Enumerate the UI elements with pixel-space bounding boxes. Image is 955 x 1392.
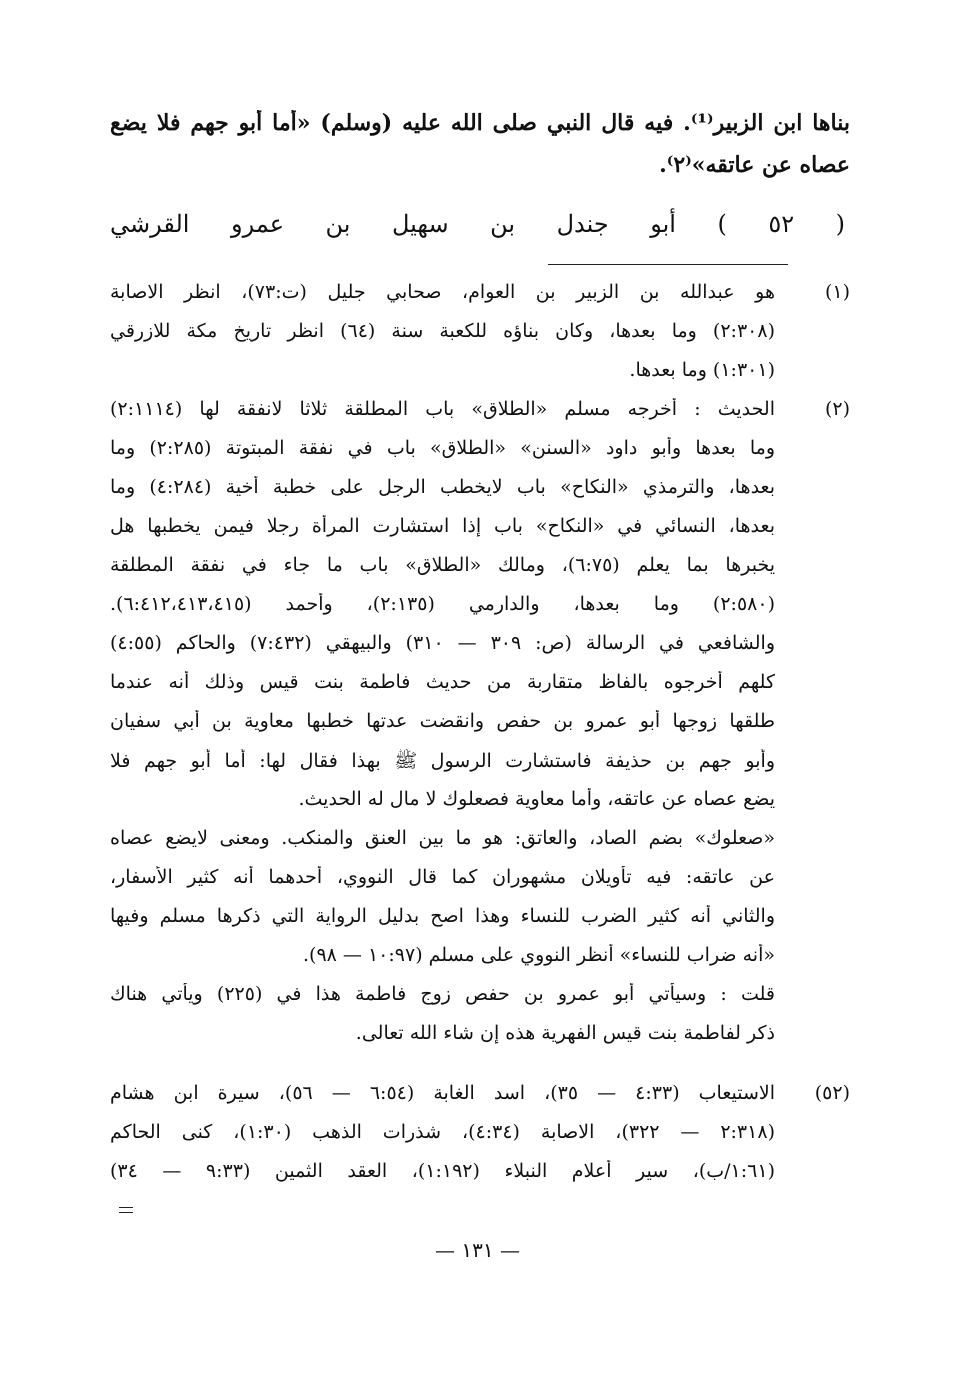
footnote-2-line: وأبو جهم بن حذيفة فاستشارت الرسول ﷺ بهذا فقال لها: أما أبو جهم فلا: [110, 750, 775, 772]
footnote-2-line: «صعلوك» بضم الصاد، والعاتق: هو ما بين العنق والمنكب. ومعنى لايضع عصاه: [110, 827, 775, 849]
footnote-52-line: (١:٦١/ب)، سير أعلام النبلاء (١:١٩٢)، العقد الثمين (٩:٣٣ — ٣٤): [110, 1160, 775, 1182]
footnote-2-line: عن عاتقه: فيه تأويلان مشهوران كما قال النووي، أحدهما أنه كثير الأسفار،: [110, 866, 775, 888]
footnote-2-line: يخبرها بما يعلم (٦:٧٥)، ومالك «الطلاق» باب ما جاء في نفقة المطلقة: [110, 554, 775, 576]
footnote-52-line: (٢:٣١٨ — ٣٢٢)، الاصابة (٤:٣٤)، شذرات الذهب (١:٣٠)، كنى الحاكم: [110, 1121, 775, 1143]
footnote-2-line: طلقها زوجها أبو عمرو بن حفص وانقضت عدتها خطبها معاوية بن أبي سفيان: [110, 710, 775, 732]
footnote-52-marker: (٥٢): [814, 1082, 850, 1104]
footnote-1-line: هو عبدالله بن الزبير بن العوام، صحابي جليل (ت:٧٣)، انظر الاصابة: [110, 281, 775, 303]
footnote-2-line: والثاني أنه كثير الضرب للنساء وهذا اصح بدليل الرواية التي ذكرها مسلم وفيها: [110, 905, 775, 927]
footnote-separator: [548, 264, 788, 265]
footnote-2-line: الحديث : أخرجه مسلم «الطلاق» باب المطلقة ثلاثا لانفقة لها (٢:١١١٤): [110, 398, 775, 420]
footnote-2-line: يضع عصاه عن عاتقه، وأما معاوية فصعلوك لا مال له الحديث.: [298, 788, 775, 810]
footnote-2-line: «أنه ضراب للنساء» أنظر النووي على مسلم (١٠:٩٧ — ٩٨).: [303, 944, 775, 966]
footnote-2-line: بعدها، النسائي في «النكاح» باب إذا استشارت المرأة رجلا فيمن يخطبها هل: [110, 515, 775, 537]
footnote-2-line: وما بعدها وأبو داود «السنن» «الطلاق» باب في نفقة المبتوتة (٢:٢٨٥) وما: [110, 437, 775, 459]
footnote-2-line: والشافعي في الرسالة (ص: ٣٠٩ — ٣١٠) والبيهقي (٧:٤٣٢) والحاكم (٤:٥٥): [110, 632, 775, 654]
main-text-line-1: بناها ابن الزبير⁽¹⁾. فيه قال النبي صلى الله عليه (وسلم) «أما أبو جهم فلا يضع: [110, 110, 850, 136]
footnote-2-line: كلهم أخرجوه بالفاظ متقاربة من حديث فاطمة بنت قيس وذلك أنه عندما: [110, 671, 775, 693]
footnote-2-line: (٢:٥٨٠) وما بعدها، والدارمي (٢:١٣٥)، وأحمد (٦:٤١٢،٤١٣،٤١٥).: [110, 593, 775, 615]
footnote-2-line: قلت : وسيأتي أبو عمرو بن حفص زوج فاطمة هذا في (٢٢٥) ويأتي هناك: [110, 983, 775, 1005]
footnote-52-line: الاستيعاب (٤:٣٣ — ٣٥)، اسد الغابة (٦:٥٤ — ٥٦)، سيرة ابن هشام: [110, 1082, 775, 1104]
footnote-2-line: بعدها، والترمذي «النكاح» باب لايخطب الرجل على خطبة أخية (٤:٢٨٤) وما: [110, 476, 775, 498]
page-number: — ١٣١ —: [435, 1238, 520, 1262]
footnote-2-line: ذكر لفاطمة بنت قيس الفهرية هذه إن شاء الله تعالى.: [355, 1022, 775, 1044]
footnote-1-marker: (١): [824, 281, 850, 303]
footnote-1-line: (١:٣٠١) وما بعدها.: [629, 359, 775, 381]
footnote-1-line: (٢:٣٠٨) وما بعدها، وكان بناؤه للكعبة سنة (٦٤) انظر تاريخ مكة للازرقي: [110, 320, 775, 342]
main-text-line-2: عصاه عن عاتقه»⁽٢⁾.: [659, 152, 850, 178]
continuation-mark: [119, 1207, 133, 1213]
entry-heading: ( ٥٢ ) أبو جندل بن سهيل بن عمرو القرشي: [110, 210, 846, 238]
footnote-2-marker: (٢): [824, 398, 850, 420]
